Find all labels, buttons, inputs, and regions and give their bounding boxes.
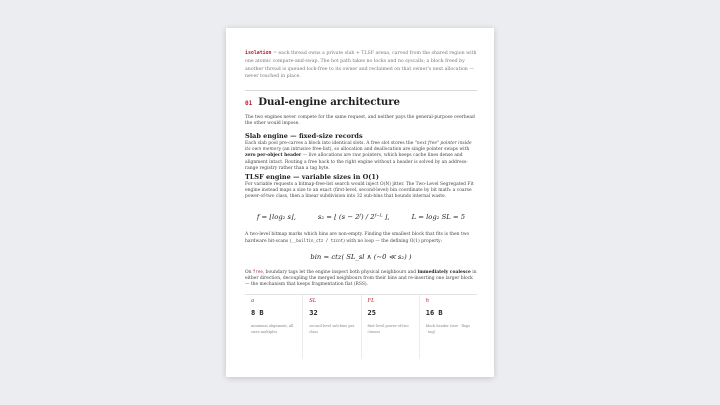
card-description: first-level power-of-two classes	[367, 324, 409, 334]
formula-s2: s₂ = ⌊ (s − 2ᶠ) / 2ᶠ⁻ᴸ ⌋,	[317, 213, 390, 221]
section-title: Dual-engine architecture	[258, 96, 400, 108]
bitmap-paragraph: A two-level bitmap marks which bins are non-empty. Finding the smallest block that fits is then two hardware bit-scans (__builtin_ctz / tzcnt) with no loop — the defining O(1) property:	[245, 232, 470, 245]
bin-search-formula	[245, 250, 477, 264]
section-number: 01	[245, 100, 253, 107]
isolation-paragraph	[245, 50, 477, 81]
card-alignment	[245, 295, 303, 359]
formula-f: f = ⌊log₂ s⌋,	[256, 213, 296, 221]
isolation-text: = each thread owns a private slab + TLSF arena, carved from the shared region with one atomic compare-and-swap. The hot path takes no locks and no syscalls; a block freed by another thread is queued lock-free to its owner and reclaimed on that owner's next allocation — never touched in place.	[245, 51, 477, 80]
section-heading	[245, 96, 477, 108]
formula-bin: bin = ctz( SL_sl ∧ (∼0 ≪ s₂) )	[310, 253, 412, 261]
free-paragraph: On free, boundary tags let the engine inspect both physical neighbours and immediately coalesce in either direction, decoupling the merged neighbours from their bins and re-inserting one larger block — the mechanism that keeps fragmentation flat (RSS).	[245, 269, 477, 288]
tlsf-heading: TLSF engine — variable sizes in O(1)	[245, 173, 379, 181]
card-symbol: FL	[367, 298, 375, 304]
card-second-level	[303, 295, 361, 359]
size-mapping-formula	[245, 206, 477, 228]
card-description: minimum alignment; all sizes multiples	[251, 324, 294, 334]
card-value: 16 B	[425, 309, 443, 317]
formula-l: L = log₂ SL = 5	[411, 213, 466, 221]
card-symbol: h	[425, 298, 430, 304]
isolation-tag: isolation	[245, 50, 272, 56]
parameter-cards	[245, 294, 477, 359]
card-symbol: a	[251, 298, 255, 304]
slab-paragraph: Each slab pool pre-carves a block into identical slots. A free slot stores the "next free" pointer inside its own memory (an intrusive free-list), so allocation and deallocation are single pointer swaps with zero per-object header — live allocations are raw pointers, which keeps cache lines dense and alignment intact. Routing a free back to the right engine without a header is solved by an address-range registry rather than a tag byte.	[245, 141, 472, 171]
intro-paragraph: The two engines never compete for the same request, and neither pays the general-purpose overhead the other would impose.	[245, 115, 475, 127]
card-description: second-level sub-bins per class	[309, 324, 355, 334]
section-divider	[245, 90, 477, 91]
tlsf-paragraph: For variable requests a bitmap-free-list search would inject O(N) jitter. The Two-Level Segregated Fit engine instead maps a size to an exact (first-level, second-level) bin coordinate by bit math: a coarse power-of-two class, then a linear subdivision into 32 sub-bins that bounds internal waste.	[245, 182, 474, 200]
document-page	[226, 28, 494, 377]
card-first-level	[362, 295, 420, 359]
card-symbol: SL	[309, 298, 317, 304]
card-header	[420, 295, 477, 359]
card-value: 25	[367, 309, 376, 317]
card-description: block header (size · flags · tag)	[425, 324, 470, 334]
card-value: 8 B	[251, 309, 264, 317]
card-value: 32	[309, 309, 318, 317]
slab-heading: Slab engine — fixed-size records	[245, 132, 363, 140]
